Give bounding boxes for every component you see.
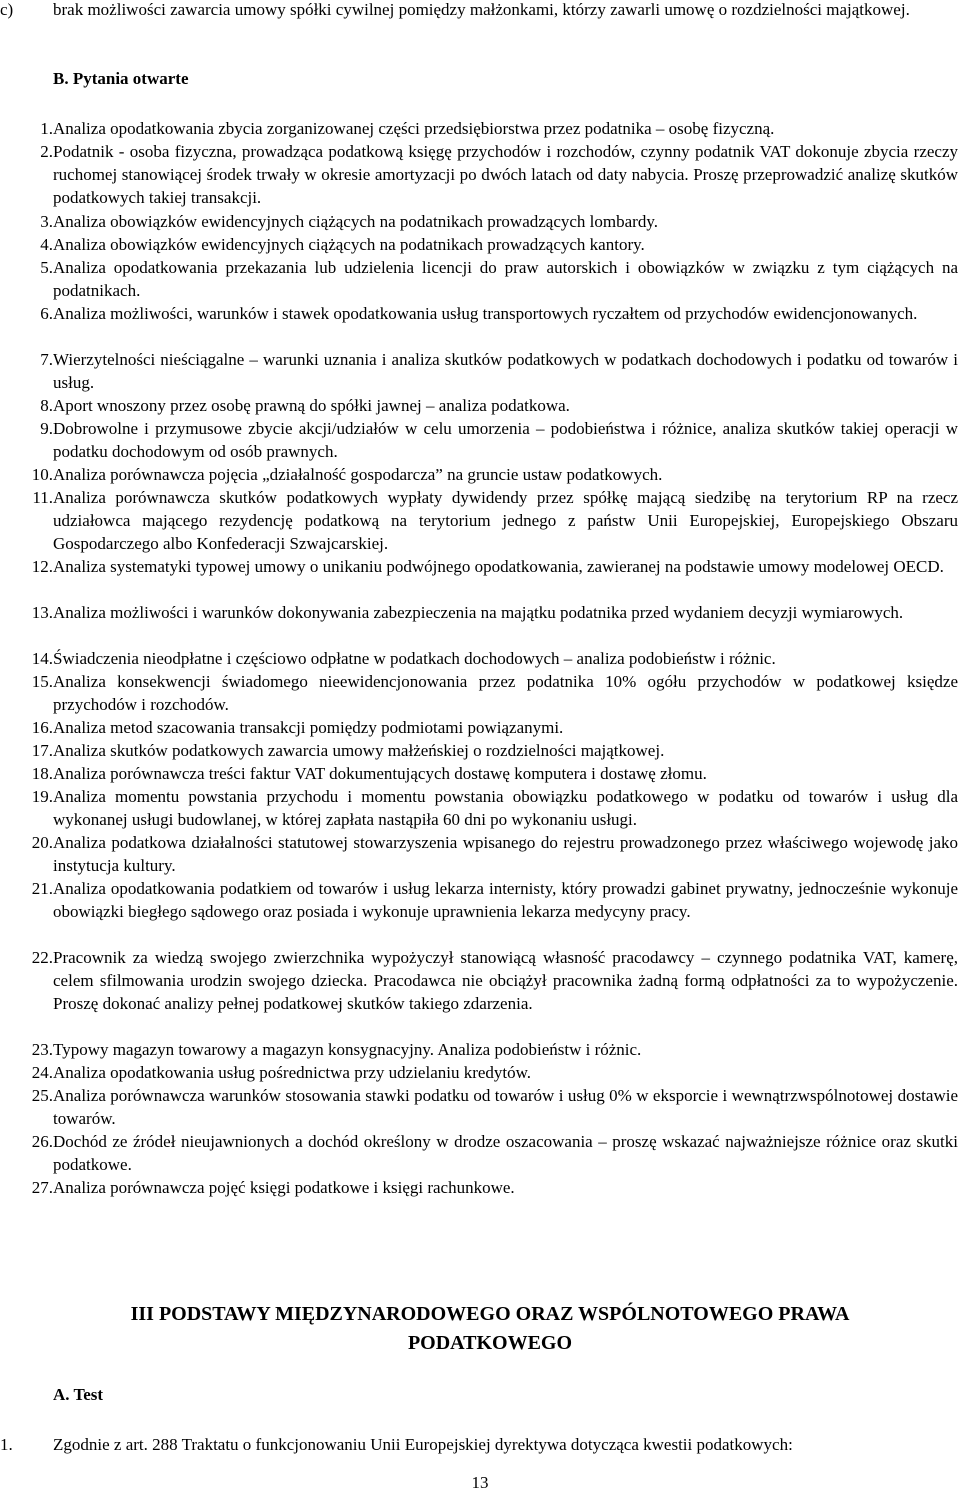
question-item [0, 348, 958, 394]
question-number: 20. [31, 833, 53, 852]
question-number: 2. [40, 142, 53, 161]
question-text: Świadczenia nieodpłatne i częściowo odpłatne w podatkach dochodowych – analiza podobieństw i różnic. [53, 649, 776, 668]
question-text: Dochód ze źródeł nieujawnionych a dochód określony w drodze oszacowania – proszę wskazać najważniejsze różnice oraz skutki podatkowe. [53, 1132, 958, 1174]
question-text: Dobrowolne i przymusowe zbycie akcji/udziałów w celu umorzenia – podobieństwa i różnice, analiza skutków takiej operacji w podatku dochodowym od osób prawnych. [53, 419, 958, 461]
question-number: 4. [40, 235, 53, 254]
question-item [0, 877, 958, 923]
question-item [0, 946, 958, 1015]
question-number: 21. [31, 879, 53, 898]
question-number: 19. [31, 787, 53, 806]
question-item [0, 1038, 958, 1061]
question-text: Analiza systematyki typowej umowy o unikaniu podwójnego opodatkowania, zawieranej na podstawie umowy modelowej OECD. [53, 557, 944, 576]
question-text: Analiza metod szacowania transakcji pomiędzy podmiotami powiązanymi. [53, 718, 564, 737]
question-item [0, 302, 958, 325]
question-item [0, 140, 958, 209]
question-item [0, 762, 958, 785]
question-text: Analiza porównawcza pojęcia „działalność gospodarcza” na gruncie ustaw podatkowych. [53, 465, 663, 484]
question-text: Analiza opodatkowania podatkiem od towarów i usług lekarza internisty, który prowadzi gabinet prywatny, jednocześnie wykonuje obowiązki biegłego sądowego oraz posiada i wykonuje uprawnienia lekarza medycyny pracy. [53, 879, 958, 921]
section-heading-b: B. Pytania otwarte [53, 69, 189, 88]
question-number: 3. [40, 212, 53, 231]
question-text: Analiza obowiązków ewidencyjnych ciążących na podatnikach prowadzących kantory. [53, 235, 645, 254]
answer-option-c [0, 0, 960, 21]
question-item [0, 210, 958, 233]
question-number: 14. [31, 649, 53, 668]
question-text: Aport wnoszony przez osobę prawną do spółki jawnej – analiza podatkowa. [53, 396, 570, 415]
test-question [0, 1433, 940, 1456]
question-number: 8. [40, 396, 53, 415]
question-number: 26. [31, 1132, 53, 1151]
question-number: 5. [40, 258, 53, 277]
question-item [0, 555, 958, 578]
question-item [0, 1084, 958, 1130]
question-text: Analiza opodatkowania przekazania lub udzielenia licencji do praw autorskich i obowiązków w związku z tym ciążących na podatnikach. [53, 258, 958, 300]
question-number: 15. [31, 672, 53, 691]
section-heading-iii-line2: PODATKOWEGO [407, 1332, 573, 1354]
question-item [0, 670, 958, 716]
question-number: 25. [31, 1086, 53, 1105]
question-number: 12. [31, 557, 53, 576]
question-number: 1. [0, 1435, 13, 1454]
question-text: Wierzytelności nieściągalne – warunki uznania i analiza skutków podatkowych w podatkach dochodowych i podatku od towarów i usług. [53, 350, 958, 392]
page-number: 13 [471, 1473, 489, 1492]
question-text: Analiza porównawcza skutków podatkowych wypłaty dywidendy przez spółkę mającą siedzibę na terytorium RP na rzecz udziałowca mającego rezydencję podatkową na terytorium jednego z państw Unii Europejskiej, Europejskiego Obszaru Gospodarczego albo Konfederacji Szwajcarskiej. [53, 488, 958, 553]
section-heading-iii-line1: III PODSTAWY MIĘDZYNARODOWEGO ORAZ WSPÓLNOTOWEGO PRAWA [130, 1303, 850, 1325]
question-text: Analiza możliwości i warunków dokonywania zabezpieczenia na majątku podatnika przed wydaniem decyzji wymiarowych. [53, 603, 904, 622]
question-item [0, 1176, 958, 1199]
question-text: Analiza opodatkowania usług pośrednictwa przy udzielaniu kredytów. [53, 1063, 532, 1082]
question-text: Analiza opodatkowania zbycia zorganizowanej części przedsiębiorstwa przez podatnika – osobę fizyczną. [53, 119, 775, 138]
section-heading-a: A. Test [53, 1385, 104, 1404]
question-item [0, 739, 958, 762]
question-item [0, 233, 958, 256]
question-number: 17. [31, 741, 53, 760]
question-item [0, 647, 958, 670]
question-number: 13. [31, 603, 53, 622]
question-text: Analiza porównawcza treści faktur VAT dokumentujących dostawę komputera i dostawę złomu. [53, 764, 707, 783]
question-item [0, 1061, 958, 1084]
question-text: Analiza porównawcza pojęć księgi podatkowe i księgi rachunkowe. [53, 1178, 515, 1197]
question-item [0, 394, 958, 417]
question-text: Zgodnie z art. 288 Traktatu o funkcjonowaniu Unii Europejskiej dyrektywa dotycząca kwestii podatkowych: [53, 1435, 793, 1454]
question-item [0, 831, 958, 877]
question-number: 24. [31, 1063, 53, 1082]
question-item [0, 1130, 958, 1176]
question-number: 18. [31, 764, 53, 783]
question-text: Analiza momentu powstania przychodu i momentu powstania obowiązku podatkowego w podatku od towarów i usług dla wykonanej usługi budowlanej, w której zapłata nastąpiła 60 dni po wykonaniu usługi. [53, 787, 958, 829]
question-number: 9. [40, 419, 53, 438]
question-number: 1. [40, 119, 53, 138]
question-text: Analiza podatkowa działalności statutowej stowarzyszenia wpisanego do rejestru prowadzonego przez właściwego wojewodę jako instytucja kultury. [53, 833, 958, 875]
option-label: c) [0, 0, 14, 19]
question-number: 7. [40, 350, 53, 369]
question-item [0, 117, 958, 140]
question-number: 27. [31, 1178, 53, 1197]
question-text: Typowy magazyn towarowy a magazyn konsygnacyjny. Analiza podobieństw i różnic. [53, 1040, 642, 1059]
question-text: Analiza porównawcza warunków stosowania stawki podatku od towarów i usług 0% w eksporcie i wewnątrzwspólnotowej dostawie towarów. [53, 1086, 958, 1128]
question-item [0, 716, 958, 739]
question-text: Analiza skutków podatkowych zawarcia umowy małżeńskiej o rozdzielności majątkowej. [53, 741, 665, 760]
question-number: 6. [40, 304, 53, 323]
question-number: 16. [31, 718, 53, 737]
question-text: Podatnik - osoba fizyczna, prowadząca podatkową księgę przychodów i rozchodów, czynny podatnik VAT dokonuje zbycia rzeczy ruchomej stanowiącej środek trwały w okresie amortyzacji po dwóch latach od daty nabycia. Proszę przeprowadzić analizę skutków podatkowych takiej transakcji. [53, 142, 958, 207]
question-text: Pracownik za wiedzą swojego zwierzchnika wypożyczył stanowiącą własność pracodawcy – czynnego podatnika VAT, kamerę, celem sfilmowania urodzin swojego dziecka. Pracodawca nie obciążył pracownika żadną formą odpłatności za to wypożyczenie. Proszę dokonać analizy pełnej podatkowej skutków takiego zdarzenia. [53, 948, 958, 1013]
question-number: 23. [31, 1040, 53, 1059]
question-item [0, 256, 958, 302]
option-text: brak możliwości zawarcia umowy spółki cywilnej pomiędzy małżonkami, którzy zawarli umowę o rozdzielności majątkowej. [53, 0, 910, 19]
question-item [0, 463, 958, 486]
question-number: 10. [31, 465, 53, 484]
question-number: 22. [31, 948, 53, 967]
question-text: Analiza możliwości, warunków i stawek opodatkowania usług transportowych ryczałtem od przychodów ewidencjonowanych. [53, 304, 918, 323]
question-number: 11. [32, 488, 53, 507]
question-item [0, 417, 958, 463]
question-text: Analiza konsekwencji świadomego nieewidencjonowania przez podatnika 10% ogółu przychodów w podatkowej księdze przychodów i rozchodów. [53, 672, 958, 714]
question-item [0, 601, 958, 624]
question-item [0, 486, 958, 555]
question-item [0, 785, 958, 831]
question-text: Analiza obowiązków ewidencyjnych ciążących na podatnikach prowadzących lombardy. [53, 212, 658, 231]
